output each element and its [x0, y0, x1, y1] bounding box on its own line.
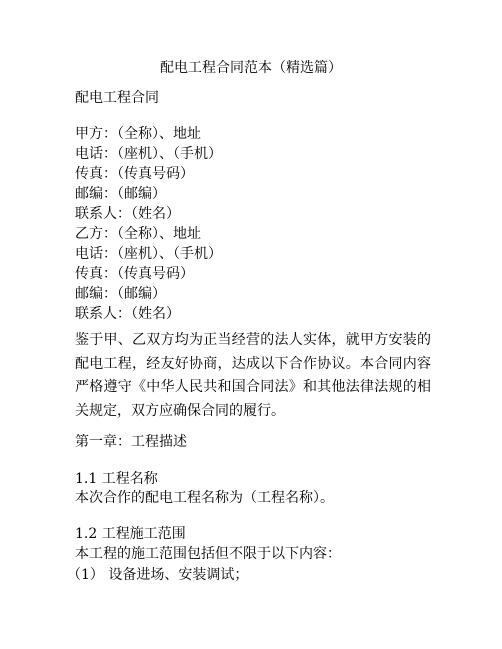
chapter-1-heading: 第一章：工程描述 — [75, 434, 187, 450]
section-1-2-body: 本工程的施工范围包括但不限于以下内容： — [75, 546, 341, 562]
contract-subtitle: 配电工程合同 — [75, 90, 159, 106]
party-b-phone-line: 电话：（座机）、（手机） — [75, 246, 222, 262]
party-b-name-line: 乙方：（全称）、地址 — [75, 226, 201, 242]
party-a-contact-line: 联系人：（姓名） — [75, 206, 180, 222]
party-a-name-line: 甲方：（全称）、地址 — [75, 126, 201, 142]
party-a-postcode-line: 邮编：（邮编） — [75, 186, 166, 202]
section-1-2-heading: 1.2 工程施工范围 — [75, 526, 186, 542]
section-1-1-heading: 1.1 工程名称 — [75, 471, 158, 487]
party-a-phone-line: 电话：（座机）、（手机） — [75, 146, 222, 162]
document-title: 配电工程合同范本（精选篇） — [160, 60, 342, 76]
party-a-fax-line: 传真：（传真号码） — [75, 166, 194, 182]
party-b-contact-line: 联系人：（姓名） — [75, 306, 180, 322]
section-1-2-item-1: （1） 设备进场、安装调试； — [67, 567, 249, 583]
party-b-postcode-line: 邮编：（邮编） — [75, 286, 166, 302]
section-1-1-body: 本次合作的配电工程名称为（工程名称）。 — [75, 490, 334, 506]
party-b-fax-line: 传真：（传真号码） — [75, 266, 194, 282]
preamble-paragraph: 鉴于甲、乙双方均为正当经营的法人实体，就甲方安装的配电工程，经友好协商，达成以下合作协议。本合同内容严格遵守《中华人民共和国合同法》和其他法律法规的相关规定，双方应确保合同的履行。 — [75, 332, 431, 419]
